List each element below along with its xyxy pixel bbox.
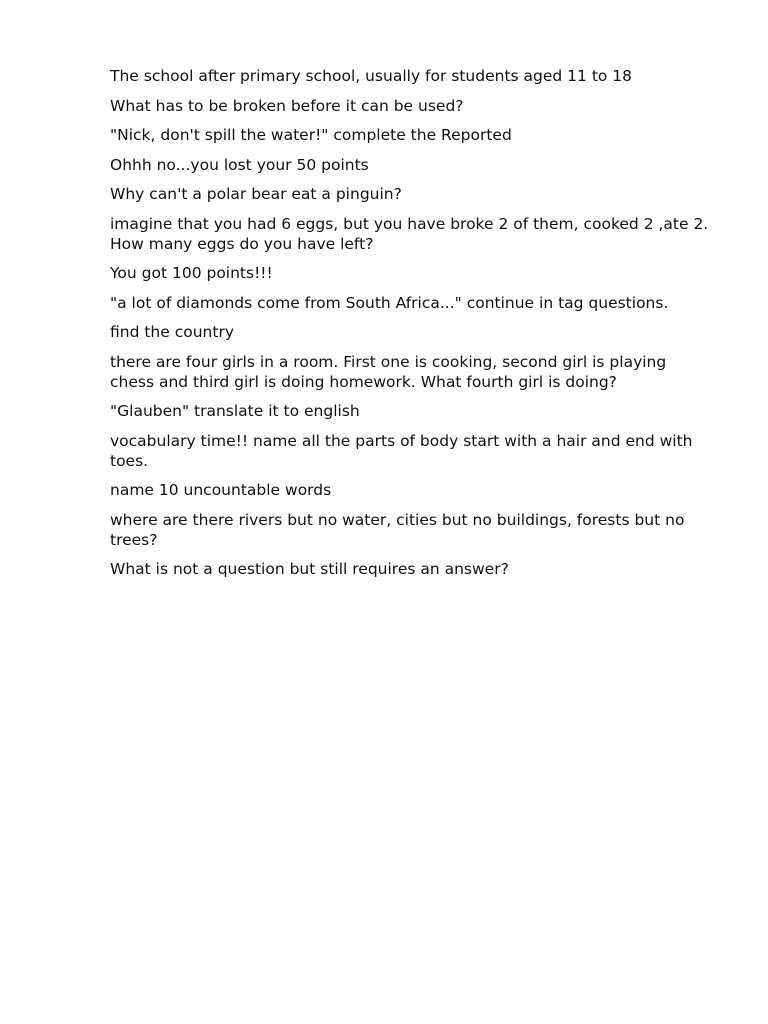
paragraph-eggs-riddle: imagine that you had 6 eggs, but you have broke 2 of them, cooked 2 ,ate 2. How many eggs do you have left?	[110, 214, 709, 253]
paragraph-lost-points: Ohhh no...you lost your 50 points	[110, 155, 369, 174]
paragraph-tag-questions: "a lot of diamonds come from South Africa..." continue in tag questions.	[110, 293, 669, 312]
paragraph-translate: "Glauben" translate it to english	[110, 402, 360, 420]
paragraph-secondary-school: The school after primary school, usually for students aged 11 to 18	[110, 67, 633, 85]
paragraph-find-country: find the country	[110, 323, 234, 341]
paragraph-vocabulary: vocabulary time!! name all the parts of body start with a hair and end with toes.	[110, 431, 693, 470]
paragraph-broken-riddle: What has to be broken before it can be used?	[110, 96, 464, 115]
paragraph-polar-bear: Why can't a polar bear eat a pinguin?	[110, 185, 402, 203]
paragraph-four-girls: there are four girls in a room. First one is cooking, second girl is playing chess and third girl is doing homework. What fourth girl is doing?	[110, 352, 667, 391]
paragraph-map-riddle: where are there rivers but no water, cities but no buildings, forests but no trees?	[110, 510, 685, 549]
paragraph-uncountable: name 10 uncountable words	[110, 481, 332, 499]
document-page	[110, 66, 710, 589]
paragraph-got-points: You got 100 points!!!	[110, 264, 273, 282]
paragraph-reported-speech: "Nick, don't spill the water!" complete the Reported	[110, 126, 512, 144]
paragraph-not-question: What is not a question but still requires an answer?	[110, 560, 509, 578]
